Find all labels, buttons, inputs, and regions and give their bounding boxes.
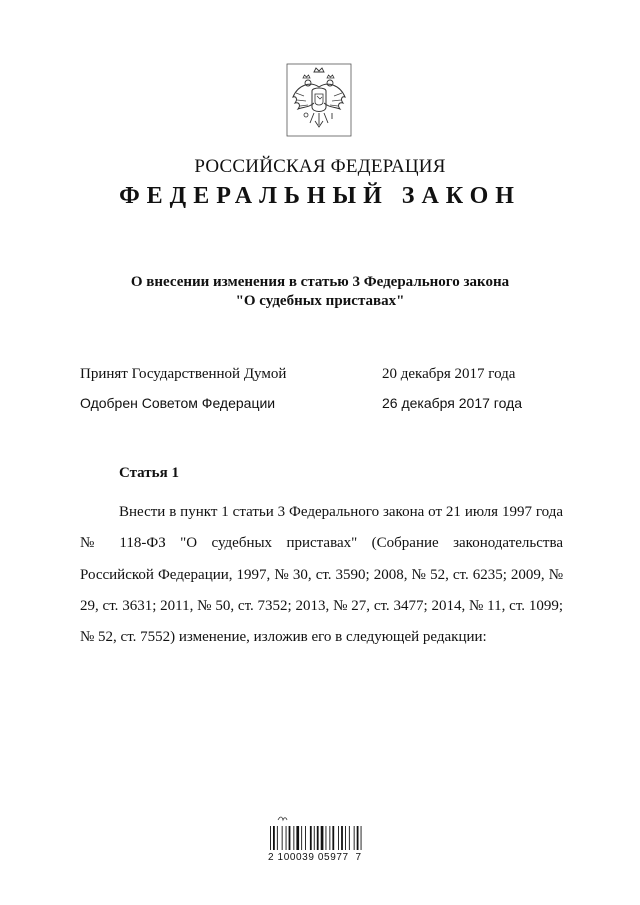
article-body-text: Внести в пункт 1 статьи 3 Федерального закона от 21 июля 1997 года № 118-ФЗ "О судебных приставах" (Собрание законодательства Российской Федерации, 1997, № 30, ст. 3590; 2008, № 52, ст. 6235; 2009, № 29, ст. 3631; 2011, № 50, ст. 7352; 2013, № 27, ст. 3477; 2014, № 11, ст. 1099; № 52, ст. 7552) изменение, изложив его в следующей редакции:	[80, 504, 563, 646]
barcode-number: 2 100039 05977 7	[268, 852, 362, 863]
adoption-date: 20 декабря 2017 года	[382, 366, 516, 382]
law-title-line-2: "О судебных приставах"	[235, 293, 405, 309]
adopted-by-label: Принят Государственной Думой	[80, 366, 287, 382]
coat-of-arms-emblem	[286, 63, 352, 137]
law-title	[0, 273, 640, 311]
article-heading: Статья 1	[119, 465, 179, 481]
law-type-heading: ФЕДЕРАЛЬНЫЙ ЗАКОН	[119, 183, 521, 209]
approved-by-label: Одобрен Советом Федерации	[80, 395, 276, 411]
approval-date: 26 декабря 2017 года	[382, 395, 523, 411]
law-title-line-1: О внесении изменения в статью 3 Федерального закона	[130, 274, 510, 290]
country-name: РОССИЙСКАЯ ФЕДЕРАЦИЯ	[194, 156, 446, 177]
